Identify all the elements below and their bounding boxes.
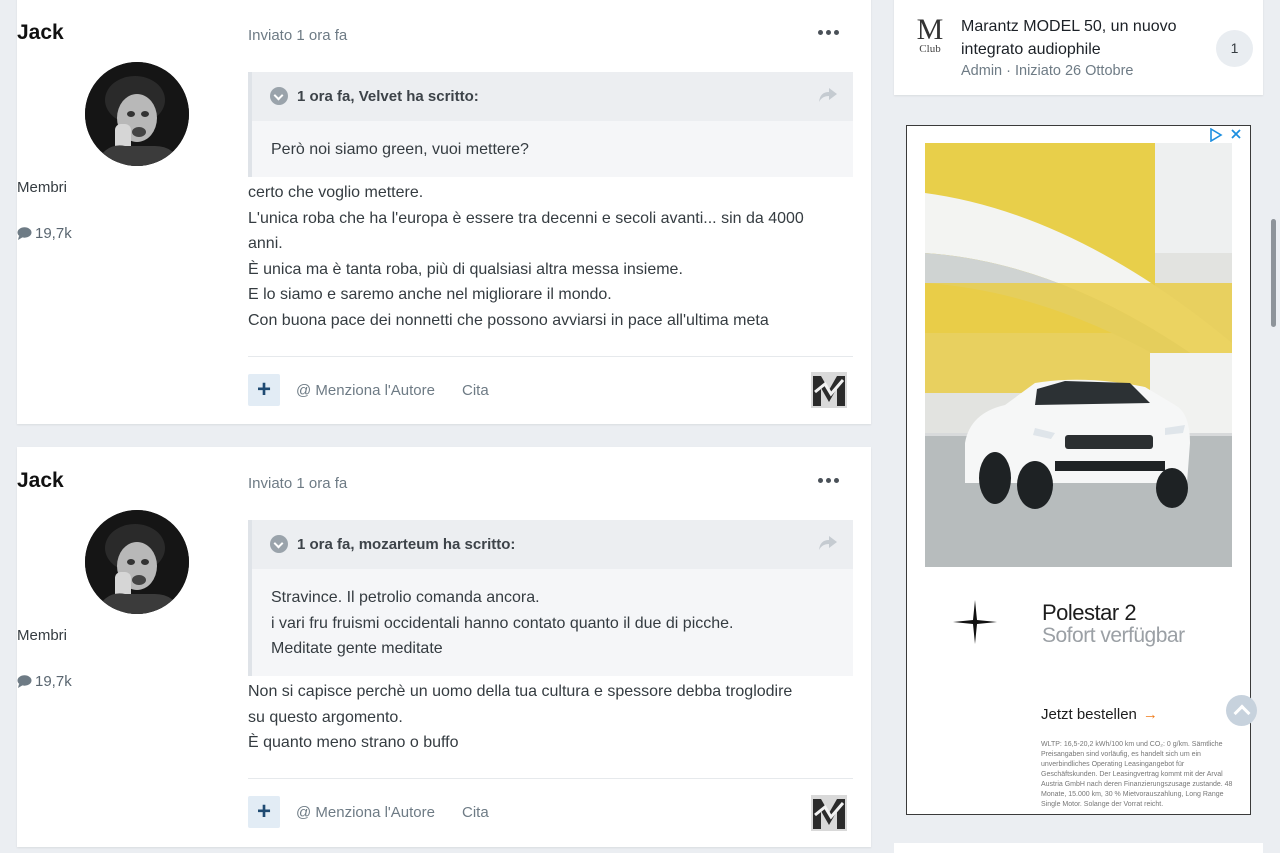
sidebar-card <box>894 843 1263 853</box>
advertisement[interactable] <box>906 125 1251 815</box>
post-date[interactable]: Inviato 1 ora fa <box>248 475 348 492</box>
forum-post <box>17 0 871 424</box>
avatar[interactable] <box>85 510 189 614</box>
quote-line: i vari fru fruismi occidentali hanno contato quanto il due di picche. <box>271 614 734 632</box>
comment-icon <box>17 675 32 692</box>
logo-letter: M <box>916 13 944 46</box>
quote-link[interactable]: Cita <box>462 804 489 821</box>
quote-block <box>248 72 853 177</box>
mention-author-link[interactable]: @ Menziona l'Autore <box>296 382 435 399</box>
scroll-to-top-button[interactable] <box>1226 695 1257 726</box>
quote-line: Però noi siamo green, vuoi mettere? <box>271 141 529 158</box>
content-line: È unica ma è tanta roba, più di qualsiasi altra messa insieme. <box>248 260 683 278</box>
post-count[interactable] <box>17 673 257 692</box>
content-line: L'unica roba che ha l'europa è essere tra decenni e secoli avanti... sin da 4000 <box>248 209 804 227</box>
divider <box>248 356 853 357</box>
related-topic-card <box>894 0 1263 95</box>
quote-citation[interactable]: 1 ora fa, Velvet ha scritto: <box>297 88 479 105</box>
multiquote-plus-button[interactable]: + <box>248 796 280 828</box>
mclub-logo[interactable] <box>914 13 946 56</box>
content-line: anni. <box>248 235 283 252</box>
topic-meta: Admin · Iniziato 26 Ottobre <box>961 63 1134 79</box>
quote-body <box>252 569 853 676</box>
avatar[interactable] <box>85 62 189 166</box>
reaction-icon[interactable] <box>811 372 847 408</box>
share-arrow-icon[interactable] <box>819 536 837 550</box>
more-options-icon[interactable] <box>818 22 842 42</box>
post-content <box>248 180 848 333</box>
mention-author-link[interactable]: @ Menziona l'Autore <box>296 804 435 821</box>
more-options-icon[interactable] <box>818 470 842 490</box>
author-name[interactable]: Jack <box>17 469 64 492</box>
logo-sub: Club <box>919 43 941 55</box>
post-count-value: 19,7k <box>35 673 72 690</box>
ad-brand: Polestar 2 <box>1042 600 1137 625</box>
topic-title-link[interactable]: Marantz MODEL 50, un nuovo integrato audiophile <box>961 18 1177 58</box>
car-photo <box>925 143 1232 567</box>
forum-post <box>17 447 871 847</box>
reaction-icon[interactable] <box>811 795 847 831</box>
ad-cta-link[interactable] <box>1041 706 1158 723</box>
content-line: Non si capisce perchè un uomo della tua cultura e spessore debba troglodire <box>248 683 793 700</box>
member-group: Membri <box>17 179 68 196</box>
content-line: E lo siamo e saremo anche nel migliorare il mondo. <box>248 286 612 303</box>
ad-fine-print: WLTP: 16,5-20,2 kWh/100 km und CO₂: 0 g/km. Sämtliche Preisangaben sind vorläufig, es handelt sich um ein unverbindliches Operating Leasingangebot für Geschäftskunden. Der Leasingvertrag kommt mit der Arval Austria GmbH nach deren Finanzierungszusage zustande. 48 Monate, 15.000 km, 30 % Mietvorauszahlung, Long Range Single Motor. Solange der Vorrat reicht. <box>1041 741 1233 808</box>
arrow-right-icon: → <box>1142 706 1158 723</box>
polestar-logo-icon <box>953 600 997 644</box>
content-line: Con buona pace dei nonnetti che possono avviarsi in pace all'ultima meta <box>248 311 769 329</box>
ad-cta-label: Jetzt bestellen <box>1041 706 1137 723</box>
quote-line: Meditate gente meditate <box>271 640 443 657</box>
quote-header <box>252 520 853 569</box>
post-date[interactable]: Inviato 1 ora fa <box>248 27 348 44</box>
comment-icon <box>17 227 32 244</box>
divider <box>248 778 853 779</box>
ad-tagline: Sofort verfügbar <box>1042 624 1185 647</box>
quote-block <box>248 520 853 676</box>
quote-citation[interactable]: 1 ora fa, mozarteum ha scritto: <box>297 536 516 553</box>
quote-header <box>252 72 853 121</box>
post-count-value: 19,7k <box>35 225 72 242</box>
share-arrow-icon[interactable] <box>819 88 837 102</box>
collapse-chevron-icon[interactable] <box>270 87 288 105</box>
adchoices-icon[interactable] <box>1209 128 1223 142</box>
scrollbar-thumb[interactable] <box>1271 219 1276 327</box>
collapse-chevron-icon[interactable] <box>270 535 288 553</box>
member-group: Membri <box>17 627 68 644</box>
content-line: certo che voglio mettere. <box>248 184 424 201</box>
quote-link[interactable]: Cita <box>462 382 489 399</box>
multiquote-plus-button[interactable]: + <box>248 374 280 406</box>
content-line: su questo argomento. <box>248 708 403 726</box>
reply-count-badge: 1 <box>1216 30 1253 67</box>
close-icon[interactable] <box>1229 127 1243 141</box>
author-name[interactable]: Jack <box>17 21 64 44</box>
post-content <box>248 679 848 756</box>
quote-body <box>252 121 853 177</box>
content-line: È quanto meno strano o buffo <box>248 734 459 751</box>
quote-line: Stravince. Il petrolio comanda ancora. <box>271 589 540 606</box>
post-count[interactable] <box>17 225 257 244</box>
